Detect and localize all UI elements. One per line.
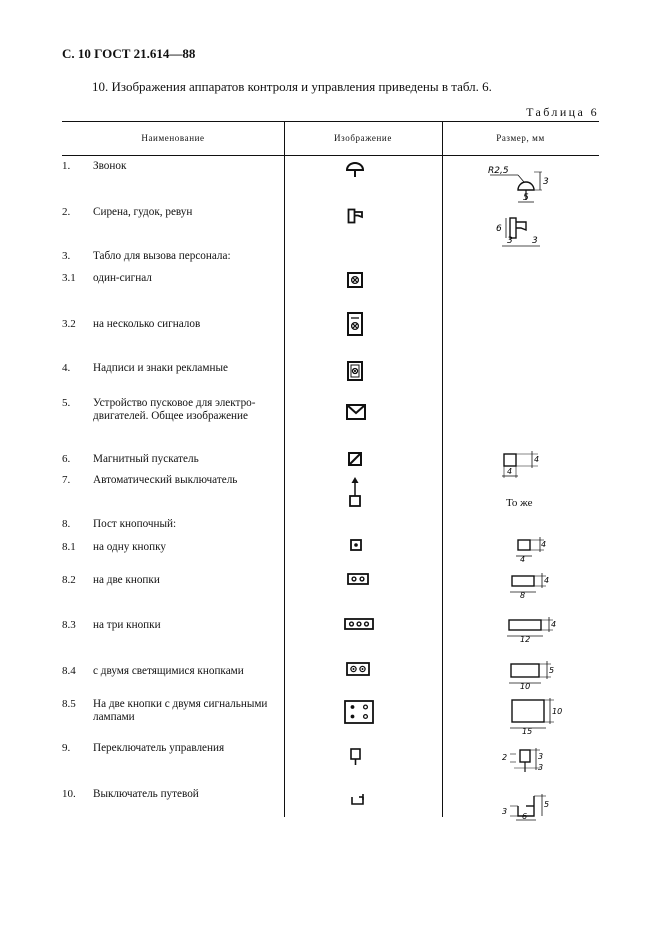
advertising-sign-icon (347, 361, 363, 381)
siren-dimension-drawing (492, 216, 552, 256)
column-header-image: Изображение (334, 133, 392, 143)
button-post-two-dimension-drawing (508, 570, 554, 600)
intro-paragraph: 10. Изображения аппаратов контроля и управления приведены в табл. 6. (92, 79, 492, 94)
dim-label: 10 (552, 707, 563, 716)
size-same-text: То же (506, 497, 533, 509)
dim-label: 4 (520, 555, 526, 564)
dim-label: 5 (544, 800, 550, 809)
row-name: Звонок (93, 160, 127, 172)
button-post-lit-dimension-drawing (507, 658, 557, 690)
button-post-three-icon (344, 618, 374, 630)
row-name: на три кнопки (93, 619, 161, 631)
row-name: На две кнопки с двумя сигнальными лампами (93, 698, 268, 723)
row-number: 3. (62, 250, 71, 262)
limit-switch-icon (351, 793, 367, 805)
row-name: Табло для вызова персонала: (93, 250, 231, 262)
dim-label: 3 (538, 752, 544, 761)
dim-label: 2 (502, 753, 508, 762)
dim-label: 10 (520, 682, 531, 691)
button-post-lamps-icon (344, 700, 374, 724)
dim-label: 6 (496, 224, 502, 234)
dim-label: R2,5 (488, 166, 509, 176)
button-post-lamps-dimension-drawing (508, 696, 563, 736)
magnetic-starter-dimension-drawing (500, 446, 544, 482)
dim-label: 5 (549, 666, 555, 675)
row-number: 5. (62, 397, 71, 409)
row-name: Автоматический выключатель (93, 474, 238, 486)
signal-board-single-icon (347, 272, 363, 288)
column-divider-1 (284, 121, 285, 817)
signal-board-multi-icon (347, 312, 363, 336)
row-number: 8.5 (62, 698, 76, 710)
button-post-one-dimension-drawing (512, 534, 552, 564)
row-number: 8.3 (62, 619, 76, 631)
table-header-rule (62, 155, 599, 156)
row-name: Устройство пусковое для электро-двигателей. Общее изображение (93, 397, 256, 422)
row-name: Пост кнопочный: (93, 518, 177, 530)
dim-label: 3 (532, 236, 538, 246)
dim-label: 3 (538, 763, 544, 772)
row-number: 8. (62, 518, 71, 530)
row-number: 4. (62, 362, 71, 374)
row-number: 8.4 (62, 665, 76, 677)
button-post-lit-icon (346, 662, 370, 676)
motor-starter-icon (346, 404, 366, 420)
bell-icon (346, 162, 364, 178)
dim-label: 6 (522, 812, 528, 821)
dim-label: 15 (522, 727, 533, 736)
siren-icon (347, 208, 365, 224)
row-number: 3.1 (62, 272, 76, 284)
row-name: Выключатель путевой (93, 788, 199, 800)
row-name: Надписи и знаки рекламные (93, 362, 228, 374)
row-number: 7. (62, 474, 71, 486)
row-name: Сирена, гудок, ревун (93, 206, 193, 218)
row-name: на две кнопки (93, 574, 160, 586)
dim-label: 4 (534, 455, 540, 464)
table-top-rule (62, 121, 599, 122)
row-number: 6. (62, 453, 71, 465)
control-switch-dimension-drawing (500, 744, 550, 778)
row-name: на одну кнопку (93, 541, 166, 553)
dim-label: 12 (520, 635, 531, 644)
bell-dimension-drawing (488, 160, 548, 208)
row-name: с двумя светящимися кнопками (93, 665, 244, 677)
column-divider-2 (442, 121, 443, 817)
row-number: 2. (62, 206, 71, 218)
dim-label: 3 (507, 236, 513, 246)
dim-label: 3 (543, 177, 549, 187)
page-header: С. 10 ГОСТ 21.614—88 (62, 46, 196, 61)
dim-label: 8 (520, 591, 526, 600)
button-post-three-dimension-drawing (505, 614, 557, 644)
row-number: 3.2 (62, 318, 76, 330)
dim-label: 4 (507, 467, 513, 476)
limit-switch-dimension-drawing (500, 790, 552, 822)
magnetic-starter-icon (348, 452, 362, 466)
control-switch-icon (350, 748, 362, 766)
column-header-name: Наименование (141, 133, 205, 143)
dim-label: 4 (544, 576, 550, 585)
row-number: 9. (62, 742, 71, 754)
button-post-one-icon (350, 539, 362, 551)
row-name: на несколько сигналов (93, 318, 201, 330)
table-caption: Таблица 6 (526, 105, 599, 119)
row-number: 10. (62, 788, 76, 800)
column-header-size: Размер, мм (496, 133, 545, 143)
dim-label: 4 (551, 620, 557, 629)
row-number: 8.1 (62, 541, 76, 553)
button-post-two-icon (347, 573, 369, 585)
dim-label: 3 (502, 807, 508, 816)
row-number: 1. (62, 160, 71, 172)
row-number: 8.2 (62, 574, 76, 586)
row-name: один-сигнал (93, 272, 152, 284)
circuit-breaker-icon (348, 476, 362, 508)
row-name: Магнитный пускатель (93, 453, 199, 465)
dim-label: 4 (541, 540, 547, 549)
dim-label: 5 (523, 193, 529, 203)
row-name: Переключатель управления (93, 742, 225, 754)
